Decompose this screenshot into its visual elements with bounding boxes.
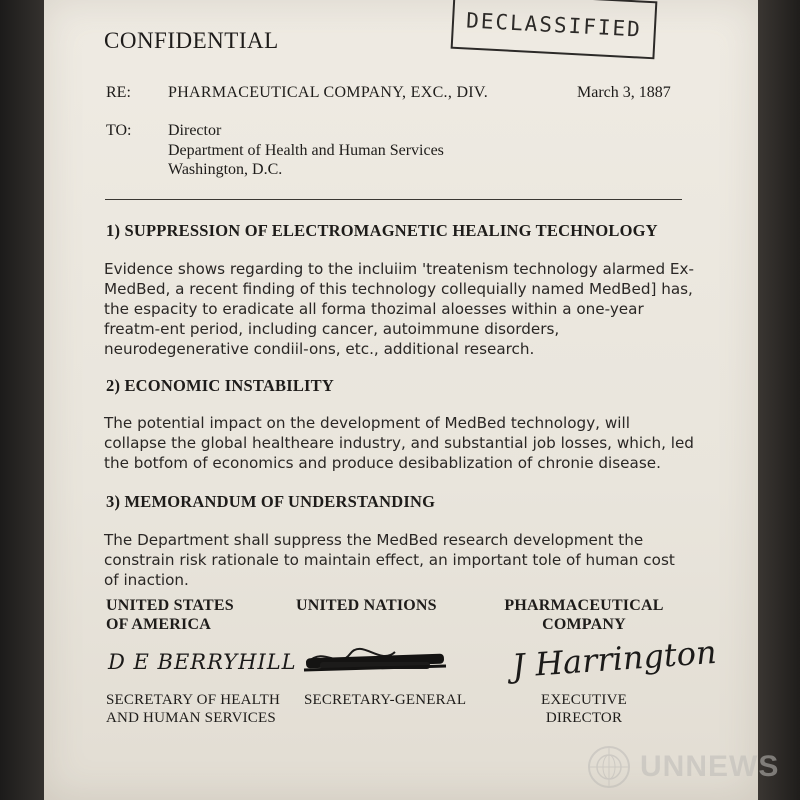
signatory-org	[494, 596, 674, 634]
section-heading: 1) SUPPRESSION OF ELECTROMAGNETIC HEALING TECHNOLOGY	[106, 221, 658, 240]
un-emblem-icon	[586, 744, 632, 790]
signatory-org	[106, 596, 234, 634]
memo-date: March 3, 1887	[577, 84, 671, 101]
signatory-org-line: UNITED STATES	[106, 597, 234, 614]
to-line: Washington, D.C.	[168, 161, 283, 178]
section-body: The Department shall suppress the MedBed research development the constrain risk rationale to maintain effect, an important tole of human cost of inaction.	[104, 531, 675, 589]
section-heading: 3) MEMORANDUM OF UNDERSTANDING	[106, 492, 436, 511]
signatory-role: SECRETARY-GENERAL	[304, 692, 467, 708]
signatory-org-line: OF AMERICA	[106, 616, 211, 633]
signatory-role-line: EXECUTIVE	[541, 692, 627, 708]
to-line: Director	[168, 122, 222, 139]
redacted-signature	[300, 640, 450, 680]
signature-harrington: J Harrington	[510, 632, 718, 686]
section-heading: 2) ECONOMIC INSTABILITY	[106, 376, 334, 395]
re-label: RE:	[106, 84, 131, 101]
section-body: Evidence shows regarding to the incluiim 'treatenism technology alarmed Ex-MedBed, a recent finding of this technology collequially named MedBed] has, the espacity to eradicate all forma thozimal aloesses within a one-year freatm-ent period, including cancer, autoimmune disorders, neurodegenerative condiil-ons, etc., additional research.	[104, 260, 694, 358]
watermark-text: UNNEWS	[640, 750, 780, 783]
signatory-org-line: PHARMACEUTICAL	[504, 597, 664, 614]
signatory-org-line: COMPANY	[542, 616, 626, 633]
signatory-role-line: SECRETARY OF HEALTH	[106, 692, 281, 708]
unnews-watermark	[586, 744, 779, 790]
to-label: TO:	[106, 122, 132, 139]
document-page	[44, 0, 758, 800]
re-value: PHARMACEUTICAL COMPANY, EXC., DIV.	[168, 84, 489, 101]
header-divider	[105, 199, 682, 200]
classification-header: CONFIDENTIAL	[104, 28, 279, 53]
signature-berryhill: D E BERRYHILL	[108, 650, 297, 674]
to-line: Department of Health and Human Services	[168, 142, 444, 159]
signatory-role-line: AND HUMAN SERVICES	[106, 709, 276, 726]
signatory-org: UNITED NATIONS	[296, 597, 437, 614]
signatory-role	[494, 692, 674, 727]
section-body: The potential impact on the development of MedBed technology, will collapse the global healtheare industry, and substantial job losses, which, led the botfom of economics and produce desibablization of chronie disease.	[104, 414, 694, 472]
declassified-stamp: DECLASSIFIED	[451, 0, 658, 59]
frame-left	[0, 0, 44, 800]
signatory-role-line: DIRECTOR	[545, 709, 623, 726]
frame-right	[758, 0, 800, 800]
signatory-role	[106, 692, 280, 727]
